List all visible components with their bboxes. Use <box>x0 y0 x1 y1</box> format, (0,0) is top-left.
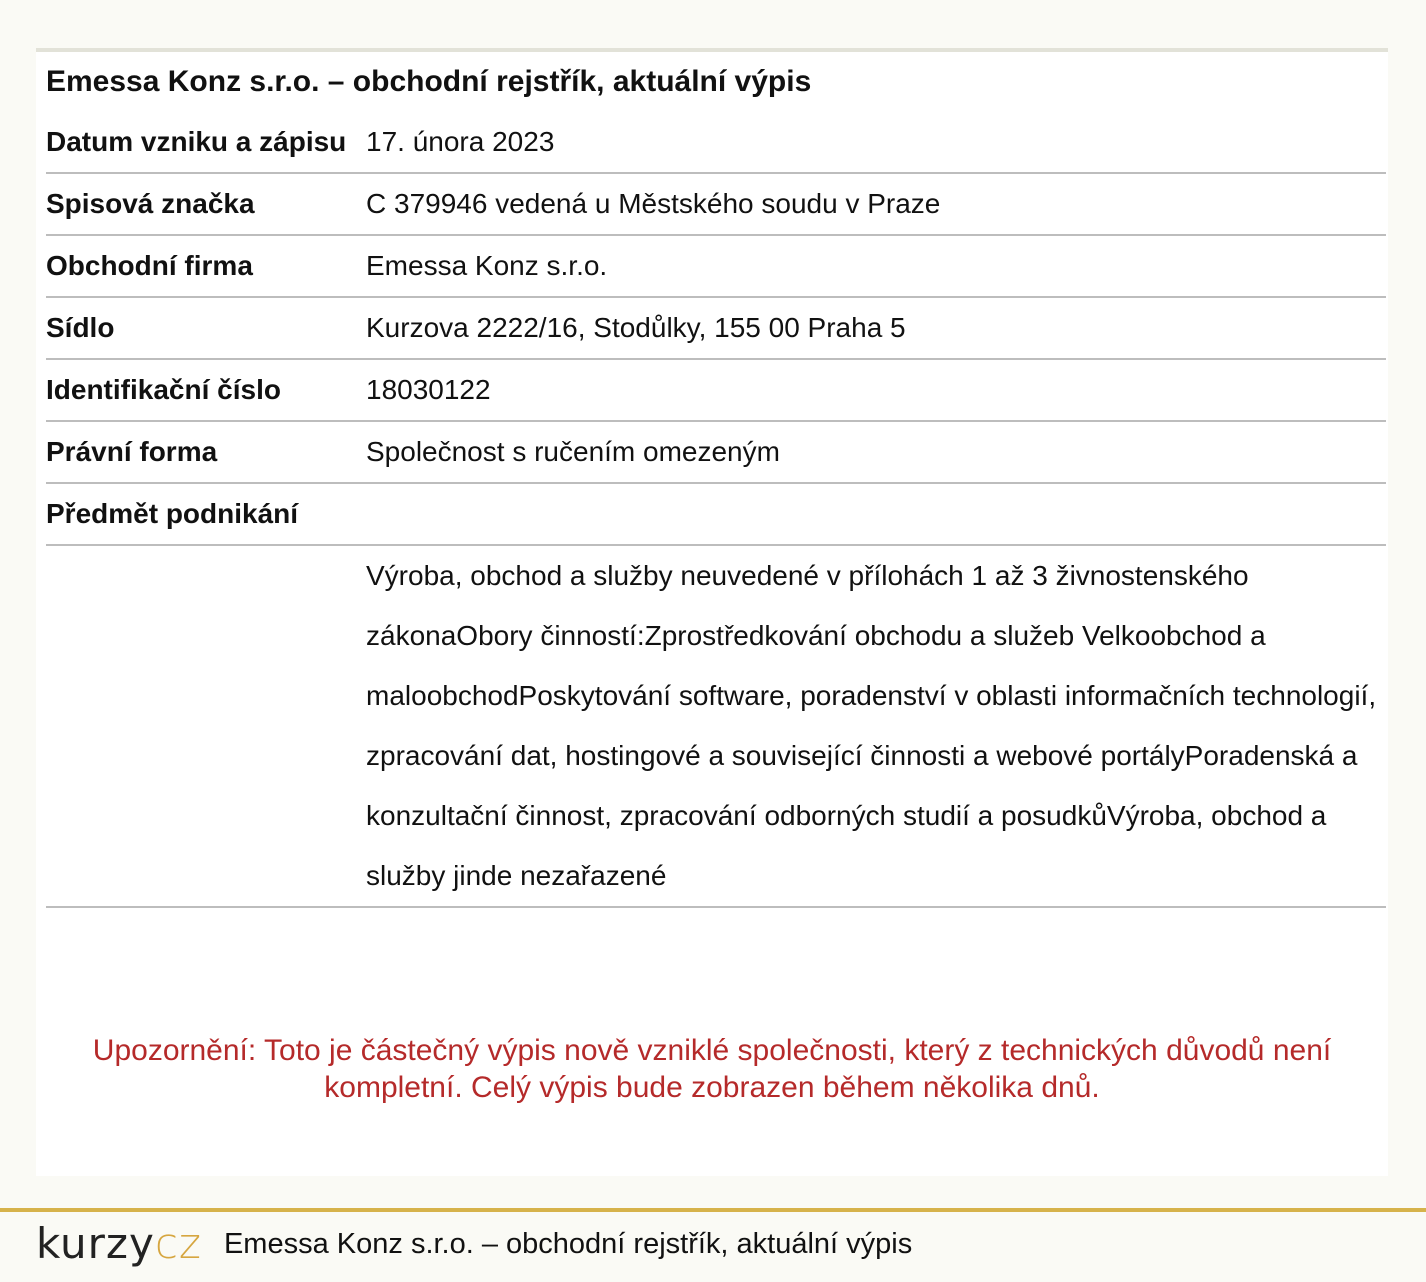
table-row-business-activity <box>46 545 1386 907</box>
row-value: C 379946 vedená u Městského soudu v Praze <box>366 188 941 219</box>
row-value: 18030122 <box>366 374 491 405</box>
footer-divider <box>0 1208 1426 1212</box>
row-value: 17. února 2023 <box>366 126 555 157</box>
table-row <box>46 483 1386 545</box>
table-row <box>46 173 1386 235</box>
table-row <box>46 235 1386 297</box>
row-label: Obchodní firma <box>46 250 253 281</box>
document-title: Emessa Konz s.r.o. – obchodní rejstřík, aktuální výpis <box>46 65 812 98</box>
table-row <box>46 297 1386 359</box>
row-label: Sídlo <box>46 312 115 343</box>
business-activity-text: Výroba, obchod a služby neuvedené v přílohách 1 až 3 živnostenského zákonaObory činností:Zprostředkování obchodu a služeb Velkoobchod a maloobchodPoskytování software, poradenství v oblasti informačních technologií, zpracování dat, hostingové a související činnosti a webové portályPoradenská a konzultační činnost, zpracování odborných studií a posudkůVýroba, obchod a služby jinde nezařazené <box>366 560 1377 891</box>
row-value: Kurzova 2222/16, Stodůlky, 155 00 Praha 5 <box>366 312 906 343</box>
table-row <box>46 359 1386 421</box>
footer <box>36 1219 913 1268</box>
table-row <box>46 421 1386 483</box>
register-table <box>46 112 1386 908</box>
logo-cz-text: cz <box>154 1219 202 1268</box>
row-value: Společnost s ručením omezeným <box>366 436 780 467</box>
row-value <box>366 483 1386 545</box>
row-label-empty <box>46 545 366 907</box>
partial-extract-notice: Upozornění: Toto je částečný výpis nově vzniklé společnosti, který z technických důvodů není kompletní. Celý výpis bude zobrazen během několika dnů. <box>92 1034 1332 1104</box>
row-label: Datum vzniku a zápisu <box>46 126 347 157</box>
footer-title: Emessa Konz s.r.o. – obchodní rejstřík, aktuální výpis <box>223 1227 913 1260</box>
row-label: Identifikační číslo <box>46 374 281 405</box>
row-value: Emessa Konz s.r.o. <box>366 250 608 281</box>
row-label: Spisová značka <box>46 188 255 219</box>
row-label: Předmět podnikání <box>46 498 299 529</box>
register-card <box>36 48 1388 1176</box>
logo-kurzy-text: kurzy <box>36 1219 155 1268</box>
kurzy-logo[interactable] <box>36 1219 202 1268</box>
row-label: Právní forma <box>46 436 218 467</box>
table-row <box>46 112 1386 173</box>
